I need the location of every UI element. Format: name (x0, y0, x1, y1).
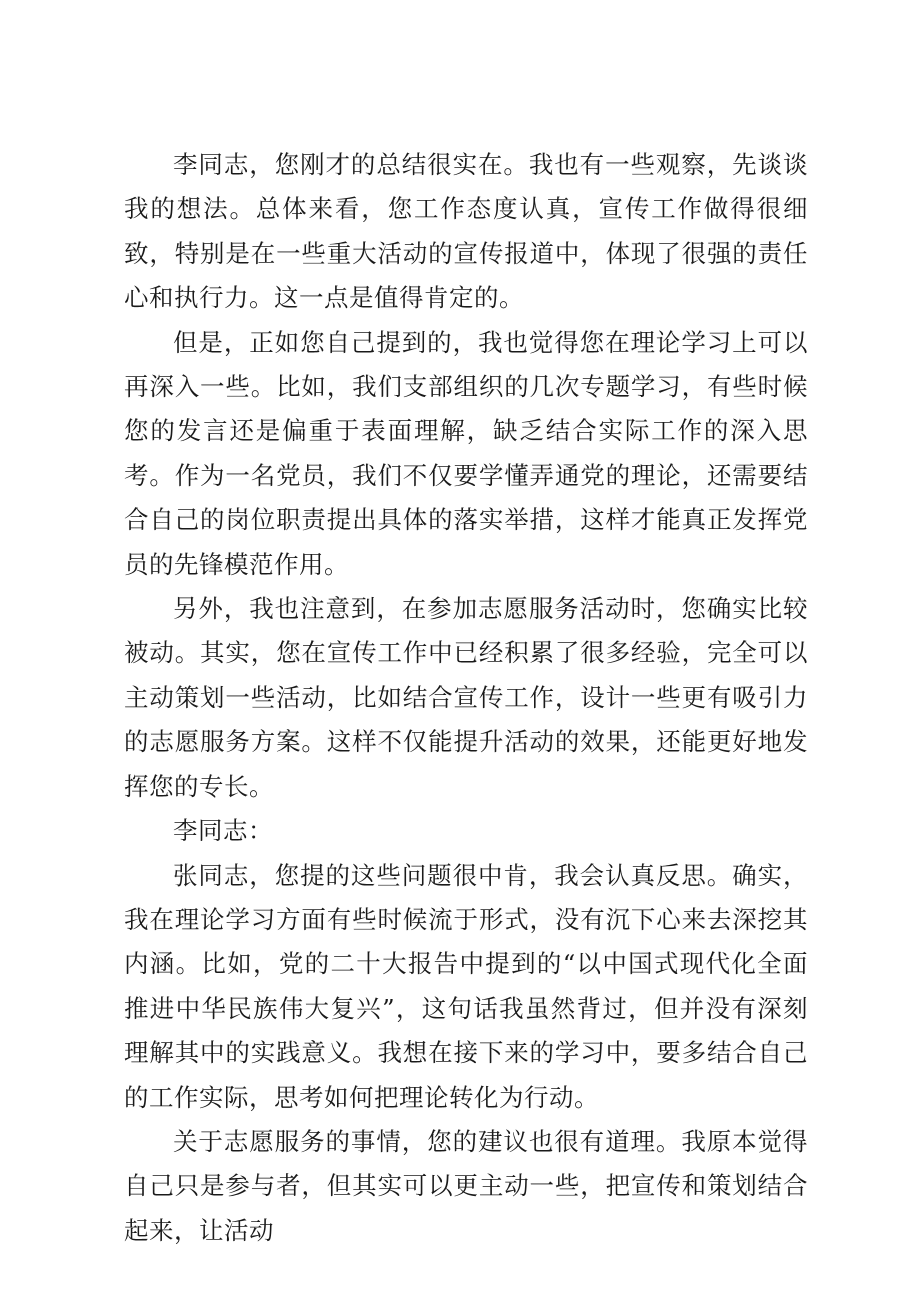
speaker-label: 李同志： (173, 816, 273, 846)
paragraph-2: 但是，正如您自己提到的，我也觉得您在理论学习上可以再深入一些。比如，我们支部组织的几次专题学习，有些时候您的发言还是偏重于表面理解，缺乏结合实际工作的深入思考。作为一名党员，我们不仅要学懂弄通党的理论，还需要结合自己的岗位职责提出具体的落实举措，这样才能真正发挥党员的先锋模范作用。 (124, 327, 808, 579)
paragraph-3: 另外，我也注意到，在参加志愿服务活动时，您确实比较被动。其实，您在宣传工作中已经积累了很多经验，完全可以主动策划一些活动，比如结合宣传工作，设计一些更有吸引力的志愿服务方案。这样不仅能提升活动的效果，还能更好地发挥您的专长。 (124, 594, 808, 801)
paragraph-4: 张同志，您提的这些问题很中肯，我会认真反思。确实，我在理论学习方面有些时候流于形式，没有沉下心来去深挖其内涵。比如，党的二十大报告中提到的“以中国式现代化全面推进中华民族伟大复兴”，这句话我虽然背过，但并没有深刻理解其中的实践意义。我想在接下来的学习中，要多结合自己的工作实际，思考如何把理论转化为行动。 (124, 860, 808, 1112)
paragraph-1: 李同志，您刚才的总结很实在。我也有一些观察，先谈谈我的想法。总体来看，您工作态度认真，宣传工作做得很细致，特别是在一些重大活动的宣传报道中，体现了很强的责任心和执行力。这一点是值得肯定的。 (124, 150, 808, 313)
document-body (124, 143, 808, 1253)
paragraph-5: 关于志愿服务的事情，您的建议也很有道理。我原本觉得自己只是参与者，但其实可以更主动一些，把宣传和策划结合起来，让活动 (124, 1126, 808, 1245)
